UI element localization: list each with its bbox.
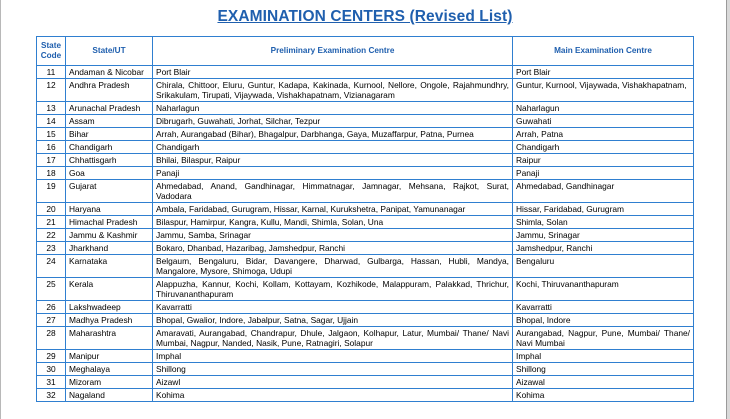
main-centres-cell: Jammu, Srinagar — [513, 229, 694, 242]
state-code-cell: 29 — [37, 350, 66, 363]
main-centres-cell: Jamshedpur, Ranchi — [513, 242, 694, 255]
table-row — [37, 154, 694, 167]
table-row — [37, 363, 694, 376]
table-header-row — [37, 37, 694, 66]
state-code-cell: 22 — [37, 229, 66, 242]
preliminary-centres-cell: Ahmedabad, Anand, Gandhinagar, Himmatnagar, Jamnagar, Mehsana, Rajkot, Surat, Vadodara — [153, 180, 513, 203]
preliminary-centres-cell: Imphal — [153, 350, 513, 363]
main-centres-cell: Imphal — [513, 350, 694, 363]
preliminary-centres-cell: Bokaro, Dhanbad, Hazaribag, Jamshedpur, Ranchi — [153, 242, 513, 255]
table-row — [37, 301, 694, 314]
state-name-cell: Assam — [66, 115, 153, 128]
state-name-cell: Andhra Pradesh — [66, 79, 153, 102]
state-code-cell: 31 — [37, 376, 66, 389]
header-main-centre: Main Examination Centre — [513, 37, 694, 66]
state-name-cell: Goa — [66, 167, 153, 180]
state-name-cell: Chandigarh — [66, 141, 153, 154]
preliminary-centres-cell: Dibrugarh, Guwahati, Jorhat, Silchar, Tezpur — [153, 115, 513, 128]
table-row — [37, 141, 694, 154]
main-centres-cell: Kavarratti — [513, 301, 694, 314]
state-code-cell: 11 — [37, 66, 66, 79]
examination-centers-table — [36, 36, 694, 402]
table-row — [37, 115, 694, 128]
state-name-cell: Meghalaya — [66, 363, 153, 376]
table-row — [37, 79, 694, 102]
state-name-cell: Manipur — [66, 350, 153, 363]
state-name-cell: Haryana — [66, 203, 153, 216]
state-code-cell: 15 — [37, 128, 66, 141]
state-code-cell: 17 — [37, 154, 66, 167]
main-centres-cell: Aurangabad, Nagpur, Pune, Mumbai/ Thane/ Navi Mumbai — [513, 327, 694, 350]
preliminary-centres-cell: Chandigarh — [153, 141, 513, 154]
table-row — [37, 255, 694, 278]
state-name-cell: Mizoram — [66, 376, 153, 389]
main-centres-cell: Raipur — [513, 154, 694, 167]
preliminary-centres-cell: Aizawl — [153, 376, 513, 389]
preliminary-centres-cell: Chirala, Chittoor, Eluru, Guntur, Kadapa, Kakinada, Kurnool, Nellore, Ongole, Rajahmundhry, Srikakulam, Tirupati, Vijaywada, Vishakhapatnam, Vizianagaram — [153, 79, 513, 102]
main-centres-cell: Bhopal, Indore — [513, 314, 694, 327]
preliminary-centres-cell: Panaji — [153, 167, 513, 180]
preliminary-centres-cell: Ambala, Faridabad, Gurugram, Hissar, Karnal, Kurukshetra, Panipat, Yamunanagar — [153, 203, 513, 216]
preliminary-centres-cell: Bhopal, Gwalior, Indore, Jabalpur, Satna, Sagar, Ujjain — [153, 314, 513, 327]
main-centres-cell: Port Blair — [513, 66, 694, 79]
page-edge-left — [0, 0, 1, 419]
state-name-cell: Karnataka — [66, 255, 153, 278]
state-code-cell: 25 — [37, 278, 66, 301]
table-row — [37, 376, 694, 389]
state-code-cell: 20 — [37, 203, 66, 216]
table-row — [37, 167, 694, 180]
main-centres-cell: Guntur, Kurnool, Vijaywada, Vishakhapatnam, — [513, 79, 694, 102]
main-centres-cell: Chandigarh — [513, 141, 694, 154]
header-state-ut: State/UT — [66, 37, 153, 66]
state-name-cell: Kerala — [66, 278, 153, 301]
state-name-cell: Lakshwadeep — [66, 301, 153, 314]
table-row — [37, 128, 694, 141]
main-centres-cell: Arrah, Patna — [513, 128, 694, 141]
main-centres-cell: Shillong — [513, 363, 694, 376]
state-name-cell: Bihar — [66, 128, 153, 141]
preliminary-centres-cell: Naharlagun — [153, 102, 513, 115]
table-row — [37, 102, 694, 115]
state-code-cell: 12 — [37, 79, 66, 102]
preliminary-centres-cell: Bilaspur, Hamirpur, Kangra, Kullu, Mandi, Shimla, Solan, Una — [153, 216, 513, 229]
table-row — [37, 327, 694, 350]
state-name-cell: Maharashtra — [66, 327, 153, 350]
state-code-cell: 19 — [37, 180, 66, 203]
state-code-cell: 32 — [37, 389, 66, 402]
main-centres-cell: Bengaluru — [513, 255, 694, 278]
state-code-cell: 16 — [37, 141, 66, 154]
table-row — [37, 216, 694, 229]
main-centres-cell: Aizawal — [513, 376, 694, 389]
table-row — [37, 203, 694, 216]
preliminary-centres-cell: Kavarratti — [153, 301, 513, 314]
preliminary-centres-cell: Kohima — [153, 389, 513, 402]
state-name-cell: Jammu & Kashmir — [66, 229, 153, 242]
state-code-cell: 23 — [37, 242, 66, 255]
main-centres-cell: Shimla, Solan — [513, 216, 694, 229]
state-name-cell: Jharkhand — [66, 242, 153, 255]
table-row — [37, 314, 694, 327]
table-row — [37, 278, 694, 301]
state-name-cell: Gujarat — [66, 180, 153, 203]
preliminary-centres-cell: Belgaum, Bengaluru, Bidar, Davangere, Dharwad, Gulbarga, Hassan, Hubli, Mandya, Mangalore, Mysore, Shimoga, Udupi — [153, 255, 513, 278]
header-state-code: State Code — [37, 37, 66, 66]
main-centres-cell: Kochi, Thiruvananthapuram — [513, 278, 694, 301]
main-centres-cell: Naharlagun — [513, 102, 694, 115]
preliminary-centres-cell: Alappuzha, Kannur, Kochi, Kollam, Kottayam, Kozhikode, Malappuram, Palakkad, Thrichur, Thiruvananthapuram — [153, 278, 513, 301]
state-code-cell: 30 — [37, 363, 66, 376]
preliminary-centres-cell: Arrah, Aurangabad (Bihar), Bhagalpur, Darbhanga, Gaya, Muzaffarpur, Patna, Purnea — [153, 128, 513, 141]
state-code-cell: 14 — [37, 115, 66, 128]
preliminary-centres-cell: Bhilai, Bilaspur, Raipur — [153, 154, 513, 167]
table-row — [37, 389, 694, 402]
page-edge-right — [726, 0, 730, 419]
table-row — [37, 350, 694, 363]
page-title: EXAMINATION CENTERS (Revised List) — [217, 8, 513, 25]
state-name-cell: Arunachal Pradesh — [66, 102, 153, 115]
main-centres-cell: Ahmedabad, Gandhinagar — [513, 180, 694, 203]
header-preliminary-centre: Preliminary Examination Centre — [153, 37, 513, 66]
main-centres-cell: Panaji — [513, 167, 694, 180]
state-code-cell: 24 — [37, 255, 66, 278]
state-name-cell: Andaman & Nicobar — [66, 66, 153, 79]
table-row — [37, 229, 694, 242]
state-name-cell: Nagaland — [66, 389, 153, 402]
state-name-cell: Chhattisgarh — [66, 154, 153, 167]
preliminary-centres-cell: Port Blair — [153, 66, 513, 79]
state-code-cell: 26 — [37, 301, 66, 314]
main-centres-cell: Kohima — [513, 389, 694, 402]
preliminary-centres-cell: Shillong — [153, 363, 513, 376]
state-code-cell: 21 — [37, 216, 66, 229]
table-row — [37, 180, 694, 203]
state-code-cell: 18 — [37, 167, 66, 180]
main-centres-cell: Hissar, Faridabad, Gurugram — [513, 203, 694, 216]
main-centres-cell: Guwahati — [513, 115, 694, 128]
state-code-cell: 28 — [37, 327, 66, 350]
preliminary-centres-cell: Amaravati, Aurangabad, Chandrapur, Dhule, Jalgaon, Kolhapur, Latur, Mumbai/ Thane/ Navi Mumbai, Nagpur, Nanded, Nasik, Pune, Ratnagiri, Solapur — [153, 327, 513, 350]
state-name-cell: Himachal Pradesh — [66, 216, 153, 229]
preliminary-centres-cell: Jammu, Samba, Srinagar — [153, 229, 513, 242]
state-name-cell: Madhya Pradesh — [66, 314, 153, 327]
table-row — [37, 66, 694, 79]
state-code-cell: 27 — [37, 314, 66, 327]
state-code-cell: 13 — [37, 102, 66, 115]
table-row — [37, 242, 694, 255]
